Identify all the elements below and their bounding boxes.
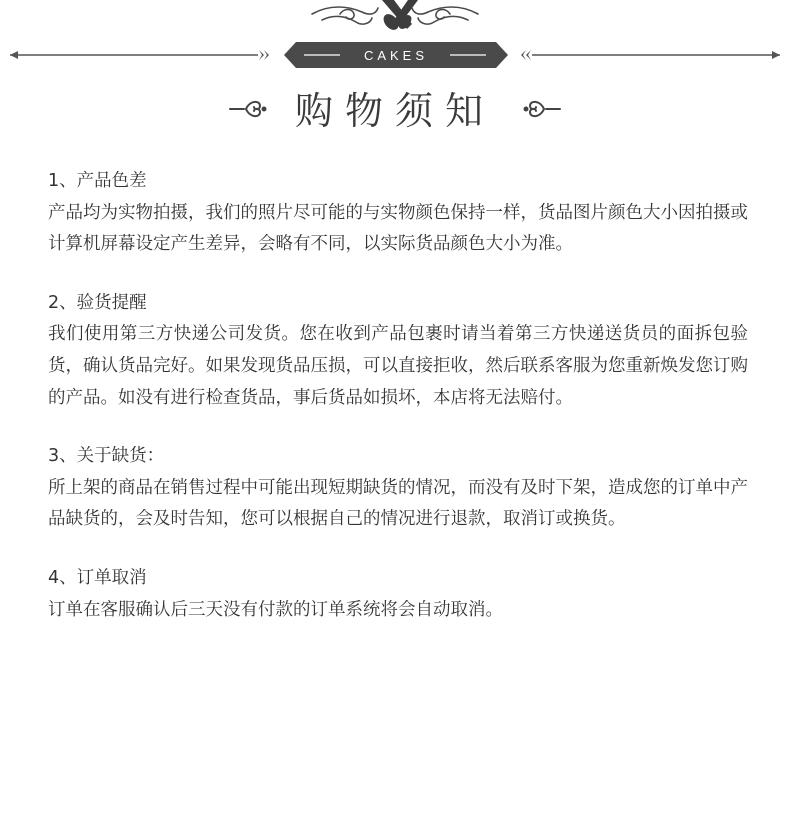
section-body: 订单在客服确认后三天没有付款的订单系统将会自动取消。 [48,599,503,620]
page-title: 购物须知 [294,89,495,133]
cakes-badge [284,42,508,68]
left-arrow-line [10,50,269,60]
title-row [0,82,790,142]
section-heading: 1、产品色差 [48,171,147,191]
section-body: 产品均为实物拍摄，我们的照片尽可能的与实物颜色保持一样，货品图片颜色大小因拍摄或计算机屏幕设定产生差异，会略有不同，以实际货品颜色大小为准。 [48,202,748,255]
notice-sections [48,166,748,653]
section-heading: 4、订单取消 [48,567,147,588]
badge-label: CAKES [363,48,429,63]
section-body: 我们使用第三方快递公司发货。您在收到产品包裹时请当着第三方快递送货员的面拆包验货，确认货品完好。如果发现货品压损，可以直接拒收，然后联系客服为您重新焕发您订购的产品。如没有进行检查货品，事后货品如损坏，本店将无法赔付。 [48,324,748,408]
section-order-cancellation [48,563,748,626]
section-color-difference [48,166,748,261]
section-out-of-stock [48,441,748,536]
section-inspection-reminder [48,288,748,414]
section-body: 所上架的商品在销售过程中可能出现短期缺货的情况，而没有及时下架，造成您的订单中产品缺货的，会及时告知，您可以根据自己的情况进行退款，取消订或换货。 [48,477,748,530]
right-swirl-ornament [522,96,562,122]
fork-knife-icon [381,0,418,33]
right-arrow-line [521,50,780,60]
section-heading: 3、关于缺货： [48,446,165,467]
section-heading: 2、验货提醒 [48,292,147,313]
cakes-banner [0,0,790,75]
